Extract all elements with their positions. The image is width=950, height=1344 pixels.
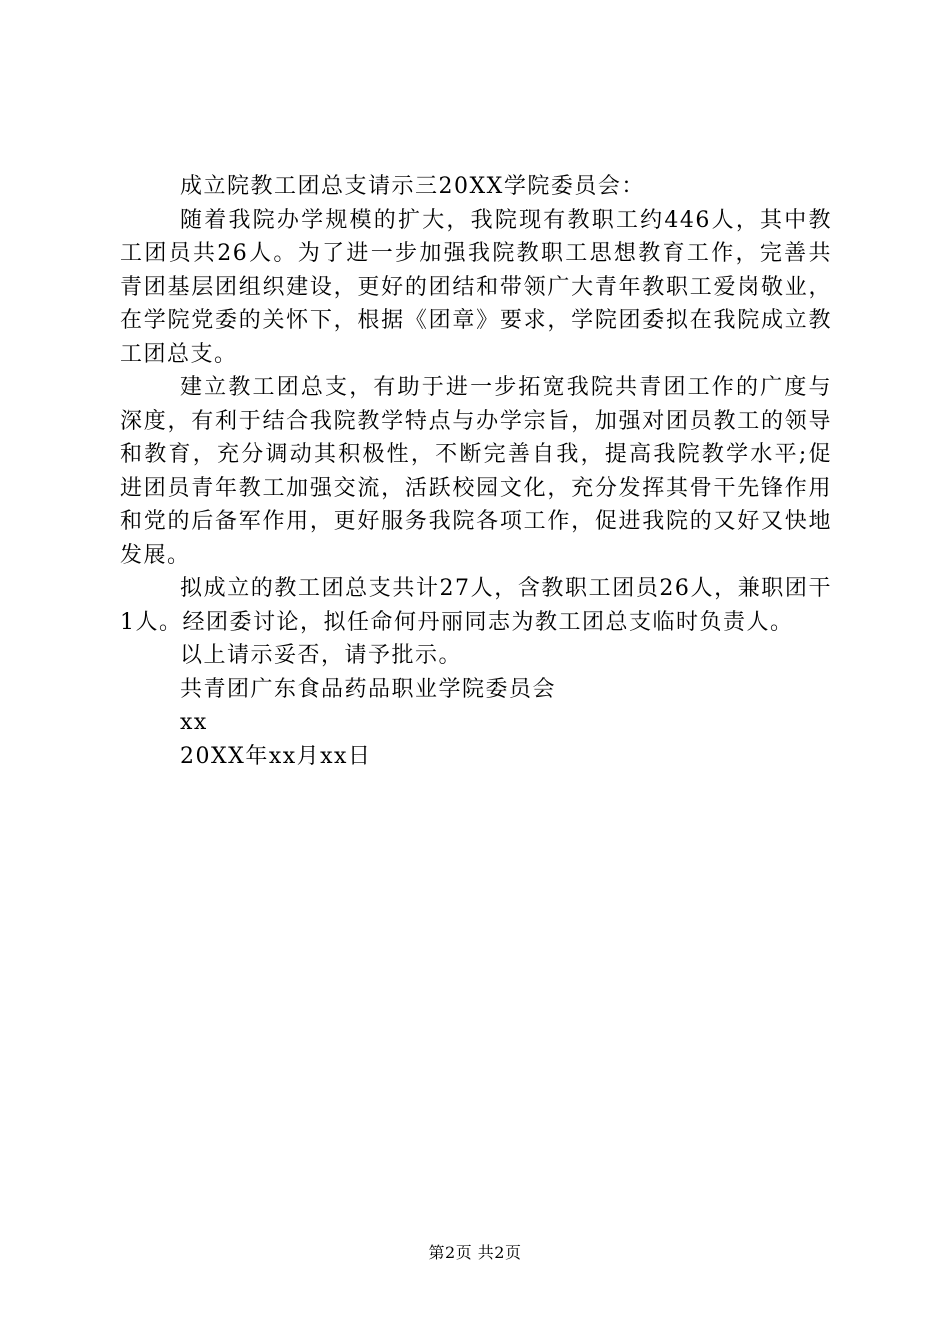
paragraph-2: 建立教工团总支，有助于进一步拓宽我院共青团工作的广度与深度，有利于结合我院教学特点与办学宗旨，加强对团员教工的领导和教育，充分调动其积极性，不断完善自我，提高我院教学水平;促进团员青年教工加强交流，活跃校园文化，充分发挥其骨干先锋作用和党的后备军作用，更好服务我院各项工作，促进我院的又好又快地发展。 bbox=[120, 375, 832, 568]
paragraph-closing: 以上请示妥否，请予批示。 bbox=[180, 643, 463, 668]
page-number-footer: 第2页 共2页 bbox=[428, 1243, 522, 1262]
paragraph-1: 随着我院办学规模的扩大，我院现有教职工约446人，其中教工团员共26人。为了进一步加强我院教职工思想教育工作，完善共青团基层团组织建设，更好的团结和带领广大青年教职工爱岗敬业，在学院党委的关怀下，根据《团章》要求，学院团委拟在我院成立教工团总支。 bbox=[120, 207, 832, 367]
signature-organization: 共青团广东食品药品职业学院委员会 bbox=[180, 676, 557, 702]
paragraph-3: 拟成立的教工团总支共计27人，含教职工团员26人，兼职团干1人。经团委讨论，拟任命何丹丽同志为教工团总支临时负责人。 bbox=[120, 576, 832, 635]
document-body bbox=[120, 170, 832, 773]
signature-name: xx bbox=[180, 710, 208, 735]
paragraph-heading: 成立院教工团总支请示三20XX学院委员会： bbox=[180, 174, 645, 199]
signature-date: 20XX年xx月xx日 bbox=[180, 743, 372, 769]
